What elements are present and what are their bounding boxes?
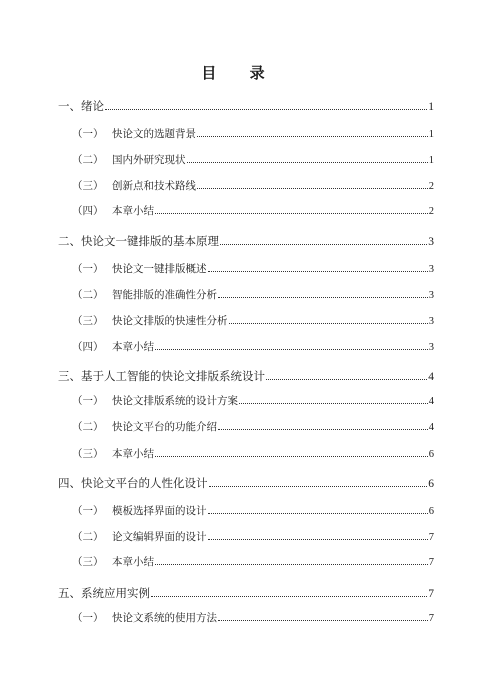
- toc-entry-number: 一、: [58, 99, 81, 113]
- toc-entry-page: 3: [428, 316, 434, 327]
- toc-leader-dots: [218, 620, 428, 621]
- toc-entry-page: 3: [428, 290, 434, 301]
- toc-entry-label: 快论文平台的人性化设计: [81, 476, 208, 490]
- toc-entry-page: 7: [428, 557, 434, 568]
- toc-entry-number: 三、: [58, 369, 81, 383]
- toc-leader-dots: [208, 513, 428, 514]
- toc-entry-page: 1: [428, 155, 434, 166]
- toc-entry-chapter[interactable]: [58, 585, 434, 601]
- toc-entry-number: （一）: [72, 128, 104, 140]
- toc-entry-section[interactable]: [72, 446, 434, 461]
- toc-leader-dots: [239, 403, 428, 404]
- toc-leader-dots: [105, 109, 427, 110]
- toc-entry-page: 4: [428, 422, 434, 433]
- toc-entry-number: 五、: [58, 586, 81, 600]
- toc-entry-number: （四）: [72, 205, 104, 217]
- toc-entry-label: 快论文一键排版概述: [112, 263, 207, 275]
- toc-entry-number: （三）: [72, 448, 104, 460]
- toc-leader-dots: [187, 162, 428, 163]
- toc-entry-number: 二、: [58, 234, 81, 248]
- toc-entry-section[interactable]: [72, 529, 434, 544]
- toc-leader-dots: [208, 271, 428, 272]
- toc-entry-label: 模板选择界面的设计: [112, 505, 207, 517]
- toc-entry-page: 4: [428, 371, 434, 383]
- toc-entry-label: 本章小结: [112, 341, 154, 353]
- toc-leader-dots: [155, 456, 428, 457]
- toc-entry-section[interactable]: [72, 261, 434, 276]
- toc-entry-section[interactable]: [72, 610, 434, 625]
- toc-entry-page: 1: [428, 129, 434, 140]
- toc-entry-label: 本章小结: [112, 556, 154, 568]
- toc-entry-section[interactable]: [72, 554, 434, 569]
- toc-leader-dots: [208, 539, 428, 540]
- toc-entry-section[interactable]: [72, 287, 434, 302]
- toc-entry-page: 2: [428, 206, 434, 217]
- toc-entry-label: 快论文一键排版的基本原理: [81, 234, 219, 248]
- toc-entry-label: 快论文系统的使用方法: [112, 612, 217, 624]
- toc-title: 目 录: [201, 64, 279, 82]
- toc-entry-number: （四）: [72, 341, 104, 353]
- toc-leader-dots: [197, 136, 428, 137]
- toc-entry-section[interactable]: [72, 126, 434, 141]
- toc-entry-page: 7: [428, 532, 434, 543]
- toc-entry-section[interactable]: [72, 393, 434, 408]
- toc-entry-label: 国内外研究现状: [112, 154, 186, 166]
- toc-leader-dots: [209, 486, 428, 487]
- toc-leader-dots: [266, 379, 427, 380]
- toc-leader-dots: [151, 596, 427, 597]
- toc-entry-number: （三）: [72, 315, 104, 327]
- toc-entry-section[interactable]: [72, 313, 434, 328]
- toc-leader-dots: [197, 188, 428, 189]
- toc-entry-page: 6: [428, 506, 434, 517]
- toc-entry-number: （二）: [72, 289, 104, 301]
- toc-entry-number: （一）: [72, 612, 104, 624]
- toc-entry-label: 基于人工智能的快论文排版系统设计: [81, 369, 265, 383]
- toc-entry-page: 6: [428, 478, 434, 490]
- toc-entry-section[interactable]: [72, 203, 434, 218]
- toc-entry-number: （一）: [72, 263, 104, 275]
- toc-entry-label: 论文编辑界面的设计: [112, 531, 207, 543]
- toc-entry-label: 快论文的选题背景: [112, 128, 196, 140]
- toc-entry-number: （三）: [72, 180, 104, 192]
- toc-entry-chapter[interactable]: [58, 368, 434, 384]
- toc-entry-label: 创新点和技术路线: [112, 180, 196, 192]
- toc-entry-label: 智能排版的准确性分析: [112, 289, 217, 301]
- toc-entry-page: 2: [428, 181, 434, 192]
- toc-entry-page: 7: [428, 613, 434, 624]
- toc-leader-dots: [229, 323, 428, 324]
- toc-entry-page: 7: [428, 588, 434, 600]
- toc-entry-number: （二）: [72, 421, 104, 433]
- toc-entry-section[interactable]: [72, 419, 434, 434]
- toc-entry-label: 快论文平台的功能介绍: [112, 421, 217, 433]
- toc-entry-section[interactable]: [72, 152, 434, 167]
- toc-entry-label: 本章小结: [112, 448, 154, 460]
- toc-entry-label: 快论文排版系统的设计方案: [112, 395, 238, 407]
- toc-entry-page: 3: [428, 236, 434, 248]
- toc-entry-section[interactable]: [72, 178, 434, 193]
- toc-entry-page: 4: [428, 396, 434, 407]
- toc-entry-section[interactable]: [72, 339, 434, 354]
- toc-entry-label: 绪论: [81, 99, 104, 113]
- toc-entry-chapter[interactable]: [58, 233, 434, 249]
- toc-leader-dots: [155, 349, 428, 350]
- toc-entry-page: 3: [428, 342, 434, 353]
- toc-leader-dots: [155, 213, 428, 214]
- toc-leader-dots: [155, 564, 428, 565]
- toc-entry-label: 快论文排版的快速性分析: [112, 315, 228, 327]
- toc-entry-page: 3: [428, 264, 434, 275]
- toc-leader-dots: [220, 244, 427, 245]
- toc-entry-label: 系统应用实例: [81, 586, 150, 600]
- toc-leader-dots: [218, 429, 428, 430]
- toc-entry-number: （二）: [72, 154, 104, 166]
- toc-entry-number: （三）: [72, 556, 104, 568]
- toc-entry-label: 本章小结: [112, 205, 154, 217]
- toc-entry-page: 1: [428, 101, 434, 113]
- toc-entry-number: 四、: [58, 476, 81, 490]
- toc-entry-chapter[interactable]: [58, 98, 434, 114]
- toc-entry-number: （二）: [72, 531, 104, 543]
- toc-entry-number: （一）: [72, 505, 104, 517]
- toc-entry-chapter[interactable]: [58, 475, 434, 491]
- toc-entry-page: 6: [428, 449, 434, 460]
- toc-entry-number: （一）: [72, 395, 104, 407]
- toc-entry-section[interactable]: [72, 503, 434, 518]
- toc-leader-dots: [218, 297, 428, 298]
